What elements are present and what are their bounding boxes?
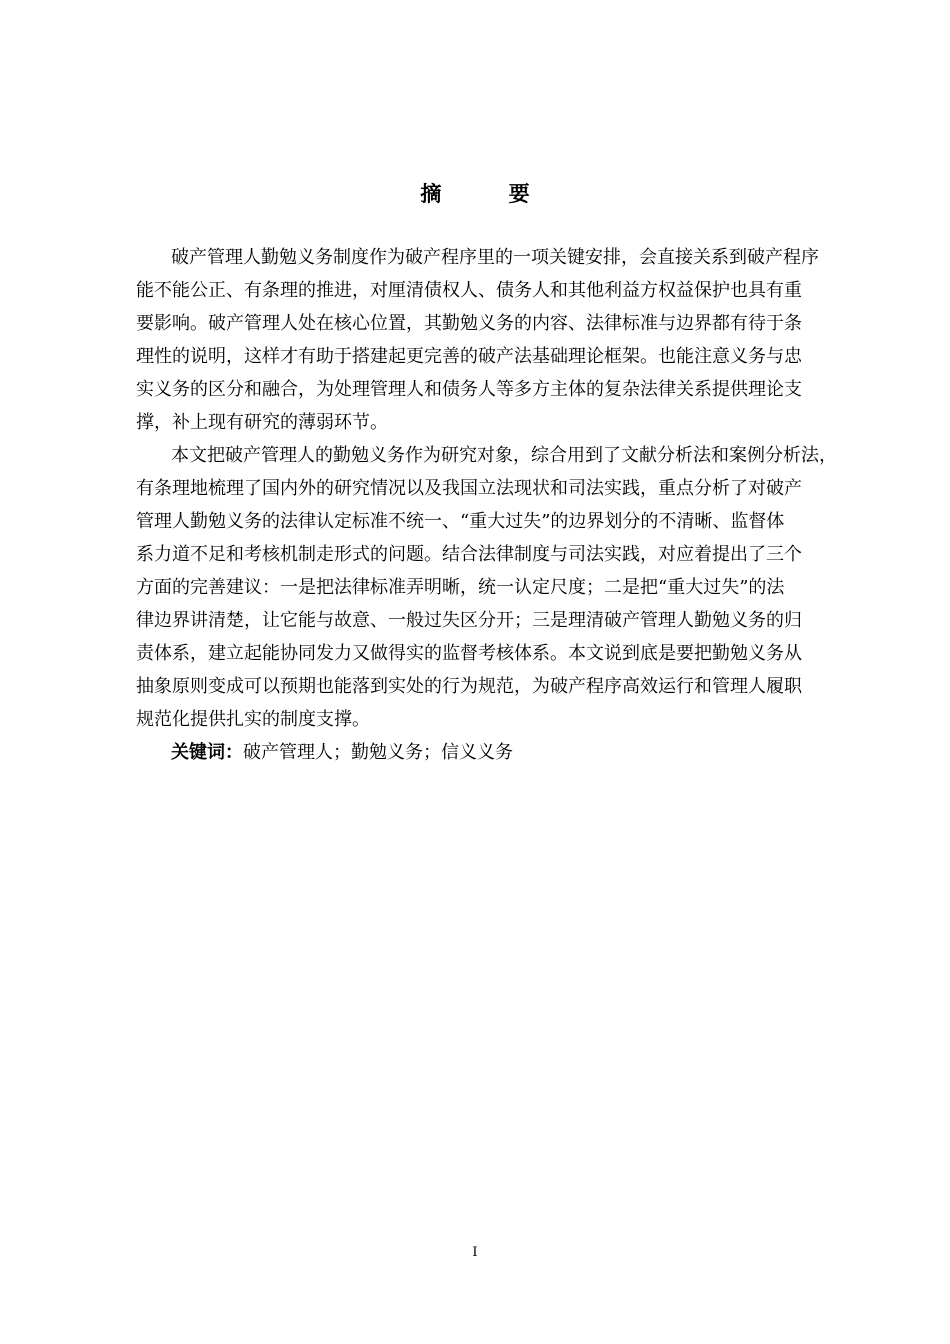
abstract-line-2: 能不能公正、有条理的推进，对厘清债权人、债务人和其他利益方权益保护也具有重 <box>136 280 802 301</box>
keywords-line <box>171 741 513 765</box>
abstract-line-7: 本文把破产管理人的勤勉义务作为研究对象，综合用到了文献分析法和案例分析法， <box>171 445 837 466</box>
abstract-line-1: 破产管理人勤勉义务制度作为破产程序里的一项关键安排，会直接关系到破产程序 <box>171 247 819 268</box>
abstract-line-15: 规范化提供扎实的制度支撑。 <box>136 709 370 730</box>
abstract-line-10: 系力道不足和考核机制走形式的问题。结合法律制度与司法实践，对应着提出了三个 <box>136 544 802 565</box>
abstract-line-8: 有条理地梳理了国内外的研究情况以及我国立法现状和司法实践，重点分析了对破产 <box>136 478 802 499</box>
keywords-label: 关键词： <box>171 742 243 763</box>
abstract-line-6: 撑，补上现有研究的薄弱环节。 <box>136 412 388 433</box>
abstract-line-5: 实义务的区分和融合，为处理管理人和债务人等多方主体的复杂法律关系提供理论支 <box>136 379 802 400</box>
abstract-line-3: 要影响。破产管理人处在核心位置，其勤勉义务的内容、法律标准与边界都有待于条 <box>136 313 802 334</box>
abstract-title: 摘 要 <box>420 182 560 206</box>
abstract-line-12: 律边界讲清楚，让它能与故意、一般过失区分开；三是理清破产管理人勤勉义务的归 <box>136 610 802 631</box>
abstract-line-11: 方面的完善建议：一是把法律标准弄明晰，统一认定尺度；二是把“重大过失”的法 <box>136 577 785 598</box>
page-number: I <box>472 1245 478 1260</box>
abstract-line-13: 责体系，建立起能协同发力又做得实的监督考核体系。本文说到底是要把勤勉义务从 <box>136 643 802 664</box>
abstract-line-14: 抽象原则变成可以预期也能落到实处的行为规范，为破产程序高效运行和管理人履职 <box>136 676 802 697</box>
keywords-value: 破产管理人；勤勉义务；信义义务 <box>243 742 513 763</box>
abstract-line-9: 管理人勤勉义务的法律认定标准不统一、“重大过失”的边界划分的不清晰、监督体 <box>136 511 785 532</box>
abstract-line-4: 理性的说明，这样才有助于搭建起更完善的破产法基础理论框架。也能注意义务与忠 <box>136 346 802 367</box>
